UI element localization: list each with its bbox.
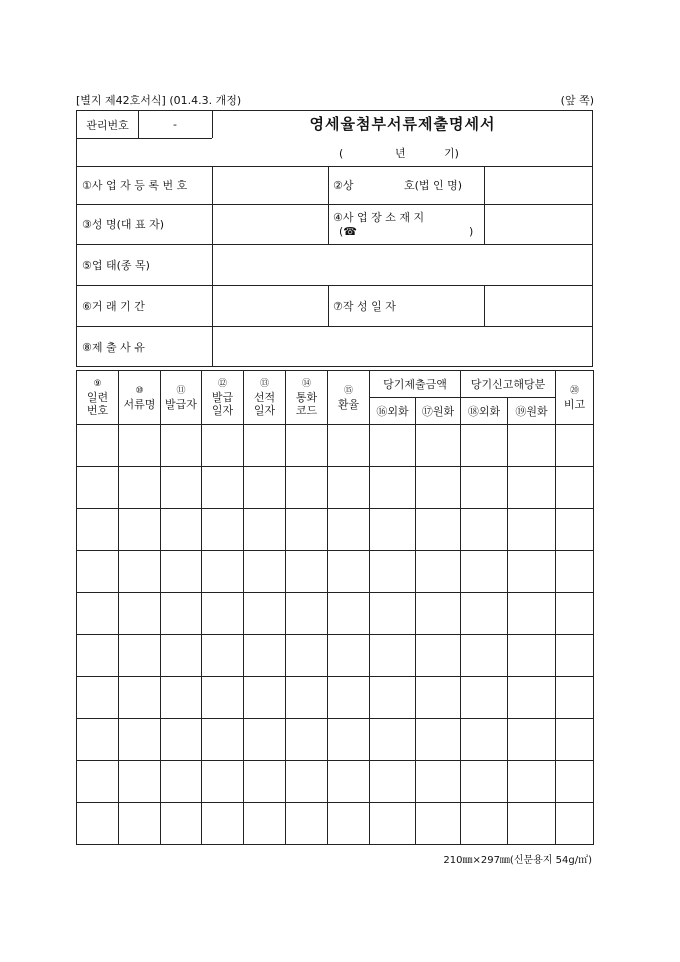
table-cell[interactable]: [244, 719, 286, 761]
table-cell[interactable]: [161, 677, 202, 719]
paper-spec: 210㎜×297㎜(신문용지 54g/㎡): [443, 855, 592, 866]
table-cell[interactable]: [370, 509, 416, 551]
table-cell[interactable]: [461, 551, 508, 593]
table-cell[interactable]: [416, 467, 461, 509]
table-cell[interactable]: [244, 635, 286, 677]
table-cell[interactable]: [244, 803, 286, 845]
table-cell[interactable]: [244, 761, 286, 803]
representative-field[interactable]: [213, 205, 327, 244]
table-cell[interactable]: [416, 719, 461, 761]
table-cell[interactable]: [370, 551, 416, 593]
table-cell[interactable]: [161, 467, 202, 509]
date-written-field[interactable]: [485, 286, 593, 326]
page-side-label: (앞 쪽): [560, 94, 594, 107]
table-cell[interactable]: [508, 677, 556, 719]
table-cell[interactable]: [119, 593, 161, 635]
col-krw-reported: ⑲원화: [508, 398, 556, 425]
table-cell[interactable]: [244, 593, 286, 635]
form-header: [76, 92, 594, 108]
table-cell[interactable]: [244, 467, 286, 509]
table-row: [77, 509, 594, 551]
table-cell[interactable]: [328, 635, 370, 677]
table-cell[interactable]: [461, 719, 508, 761]
table-cell[interactable]: [202, 677, 244, 719]
table-cell[interactable]: [244, 677, 286, 719]
table-cell[interactable]: [416, 593, 461, 635]
table-cell[interactable]: [416, 425, 461, 467]
table-cell[interactable]: [556, 551, 594, 593]
table-row: [77, 425, 594, 467]
table-cell[interactable]: [370, 761, 416, 803]
table-cell[interactable]: [202, 467, 244, 509]
table-cell[interactable]: [202, 761, 244, 803]
table-cell[interactable]: [244, 425, 286, 467]
table-cell[interactable]: [328, 425, 370, 467]
table-cell[interactable]: [556, 803, 594, 845]
table-cell[interactable]: [508, 803, 556, 845]
group-reported-amount: 당기신고해당분: [461, 371, 556, 398]
table-cell[interactable]: [286, 425, 328, 467]
table-cell[interactable]: [202, 425, 244, 467]
table-cell[interactable]: [286, 467, 328, 509]
form-title: 영세율첨부서류제출명세서: [309, 114, 496, 133]
table-cell[interactable]: [461, 467, 508, 509]
management-number-field[interactable]: -: [173, 118, 177, 131]
business-reg-no-field[interactable]: [213, 167, 327, 204]
table-row: [77, 593, 594, 635]
table-cell[interactable]: [244, 551, 286, 593]
table-cell[interactable]: [328, 551, 370, 593]
table-cell[interactable]: [556, 677, 594, 719]
table-cell[interactable]: [77, 551, 119, 593]
table-cell[interactable]: [461, 509, 508, 551]
table-cell[interactable]: [202, 635, 244, 677]
table-cell[interactable]: [77, 635, 119, 677]
table-cell[interactable]: [370, 425, 416, 467]
table-cell[interactable]: [461, 635, 508, 677]
table-cell[interactable]: [119, 467, 161, 509]
table-cell[interactable]: [556, 761, 594, 803]
col-issue-date: ⑫ 발급 일자: [202, 371, 244, 425]
table-cell[interactable]: [461, 803, 508, 845]
table-cell[interactable]: [461, 761, 508, 803]
col-remarks: ⑳ 비고: [556, 371, 594, 425]
table-cell[interactable]: [77, 467, 119, 509]
representative-label: ③성 명(대 표 자): [82, 218, 165, 231]
table-cell[interactable]: [556, 467, 594, 509]
table-cell[interactable]: [244, 509, 286, 551]
table-cell[interactable]: [119, 677, 161, 719]
table-cell[interactable]: [461, 593, 508, 635]
transaction-period-field[interactable]: [213, 286, 327, 326]
table-cell[interactable]: [328, 677, 370, 719]
submission-reason-field[interactable]: [213, 327, 593, 367]
table-cell[interactable]: [556, 593, 594, 635]
table-cell[interactable]: [508, 593, 556, 635]
table-cell[interactable]: [161, 761, 202, 803]
table-cell[interactable]: [508, 551, 556, 593]
address-phone-close: ): [469, 225, 474, 238]
table-row: [77, 761, 594, 803]
table-cell[interactable]: [119, 719, 161, 761]
table-cell[interactable]: [328, 719, 370, 761]
table-cell[interactable]: [416, 677, 461, 719]
table-cell[interactable]: [286, 761, 328, 803]
table-cell[interactable]: [161, 719, 202, 761]
table-cell[interactable]: [508, 509, 556, 551]
table-cell[interactable]: [416, 551, 461, 593]
table-cell[interactable]: [286, 803, 328, 845]
table-cell[interactable]: [508, 425, 556, 467]
table-cell[interactable]: [77, 509, 119, 551]
period-open: (: [339, 146, 344, 160]
table-cell[interactable]: [286, 635, 328, 677]
submission-reason-label: ⑧제 출 사 유: [82, 340, 145, 354]
table-cell[interactable]: [508, 719, 556, 761]
table-row: [77, 635, 594, 677]
business-reg-no-label: ①사 업 자 등 록 번 호: [82, 179, 188, 192]
document-list-table: [76, 370, 594, 845]
table-cell[interactable]: [119, 551, 161, 593]
table-cell[interactable]: [119, 635, 161, 677]
table-cell[interactable]: [77, 677, 119, 719]
table-cell[interactable]: [370, 467, 416, 509]
table-cell[interactable]: [77, 803, 119, 845]
table-cell[interactable]: [328, 509, 370, 551]
table-cell[interactable]: [370, 635, 416, 677]
table-cell[interactable]: [508, 761, 556, 803]
table-cell[interactable]: [556, 719, 594, 761]
trade-name-label: ②상: [333, 179, 354, 192]
table-cell[interactable]: [202, 803, 244, 845]
table-cell[interactable]: [77, 593, 119, 635]
col-serial: ⑨ 일련 번호: [77, 371, 119, 425]
date-written-label: ⑦작 성 일 자: [333, 299, 396, 313]
table-cell[interactable]: [119, 425, 161, 467]
table-row: [77, 677, 594, 719]
trade-name-field[interactable]: [485, 167, 593, 204]
business-type-field[interactable]: [213, 245, 593, 285]
table-cell[interactable]: [370, 593, 416, 635]
period-year-label: 년: [395, 147, 406, 160]
table-cell[interactable]: [508, 467, 556, 509]
table-cell[interactable]: [461, 425, 508, 467]
table-cell[interactable]: [370, 677, 416, 719]
col-krw-submitted: ⑰원화: [416, 398, 461, 425]
table-cell[interactable]: [328, 761, 370, 803]
table-cell[interactable]: [328, 467, 370, 509]
col-document: ⑩ 서류명: [119, 371, 161, 425]
table-cell[interactable]: [77, 425, 119, 467]
table-cell[interactable]: [328, 803, 370, 845]
table-row: [77, 467, 594, 509]
table-cell[interactable]: [286, 551, 328, 593]
period-term-label: 기): [444, 147, 459, 160]
address-phone-open: (☎: [339, 225, 357, 238]
table-cell[interactable]: [286, 719, 328, 761]
table-cell[interactable]: [556, 425, 594, 467]
col-ship-date: ⑬ 선적 일자: [244, 371, 286, 425]
table-cell[interactable]: [161, 551, 202, 593]
table-cell[interactable]: [161, 803, 202, 845]
table-cell[interactable]: [286, 677, 328, 719]
management-number-label: 관리번호: [86, 118, 129, 132]
table-cell[interactable]: [119, 509, 161, 551]
col-foreign-reported: ⑱외화: [461, 398, 508, 425]
table-cell[interactable]: [161, 509, 202, 551]
table-cell[interactable]: [370, 803, 416, 845]
header-form-frame: [76, 110, 593, 367]
table-cell[interactable]: [77, 719, 119, 761]
table-cell[interactable]: [119, 803, 161, 845]
table-cell[interactable]: [556, 635, 594, 677]
table-cell[interactable]: [202, 719, 244, 761]
table-cell[interactable]: [370, 719, 416, 761]
table-cell[interactable]: [202, 593, 244, 635]
form-number: [별지 제42호서식] (01.4.3. 개정): [76, 94, 242, 107]
table-cell[interactable]: [202, 509, 244, 551]
col-issuer: ⑪ 발급자: [161, 371, 202, 425]
table-cell[interactable]: [286, 593, 328, 635]
table-cell[interactable]: [202, 551, 244, 593]
address-label: ④사 업 장 소 재 지: [333, 210, 425, 224]
table-cell[interactable]: [77, 761, 119, 803]
table-cell[interactable]: [161, 635, 202, 677]
table-cell[interactable]: [416, 509, 461, 551]
table-cell[interactable]: [508, 635, 556, 677]
address-field[interactable]: [485, 205, 593, 244]
table-row: [77, 803, 594, 845]
table-cell[interactable]: [119, 761, 161, 803]
table-cell[interactable]: [286, 509, 328, 551]
col-exchange-rate: ⑮ 환율: [328, 371, 370, 425]
table-cell[interactable]: [556, 509, 594, 551]
business-type-label: ⑤업 태(종 목): [82, 258, 150, 272]
table-cell[interactable]: [416, 761, 461, 803]
trade-name-label-tail: 호(법 인 명): [404, 179, 463, 192]
transaction-period-label: ⑥거 래 기 간: [82, 299, 145, 313]
table-cell[interactable]: [416, 635, 461, 677]
col-currency-code: ⑭ 통화 코드: [286, 371, 328, 425]
table-row: [77, 719, 594, 761]
table-cell[interactable]: [416, 803, 461, 845]
col-foreign-submitted: ⑯외화: [370, 398, 416, 425]
table-cell[interactable]: [161, 425, 202, 467]
table-cell[interactable]: [161, 593, 202, 635]
table-cell[interactable]: [328, 593, 370, 635]
table-cell[interactable]: [461, 677, 508, 719]
table-row: [77, 551, 594, 593]
group-submitted-amount: 당기제출금액: [370, 371, 461, 398]
